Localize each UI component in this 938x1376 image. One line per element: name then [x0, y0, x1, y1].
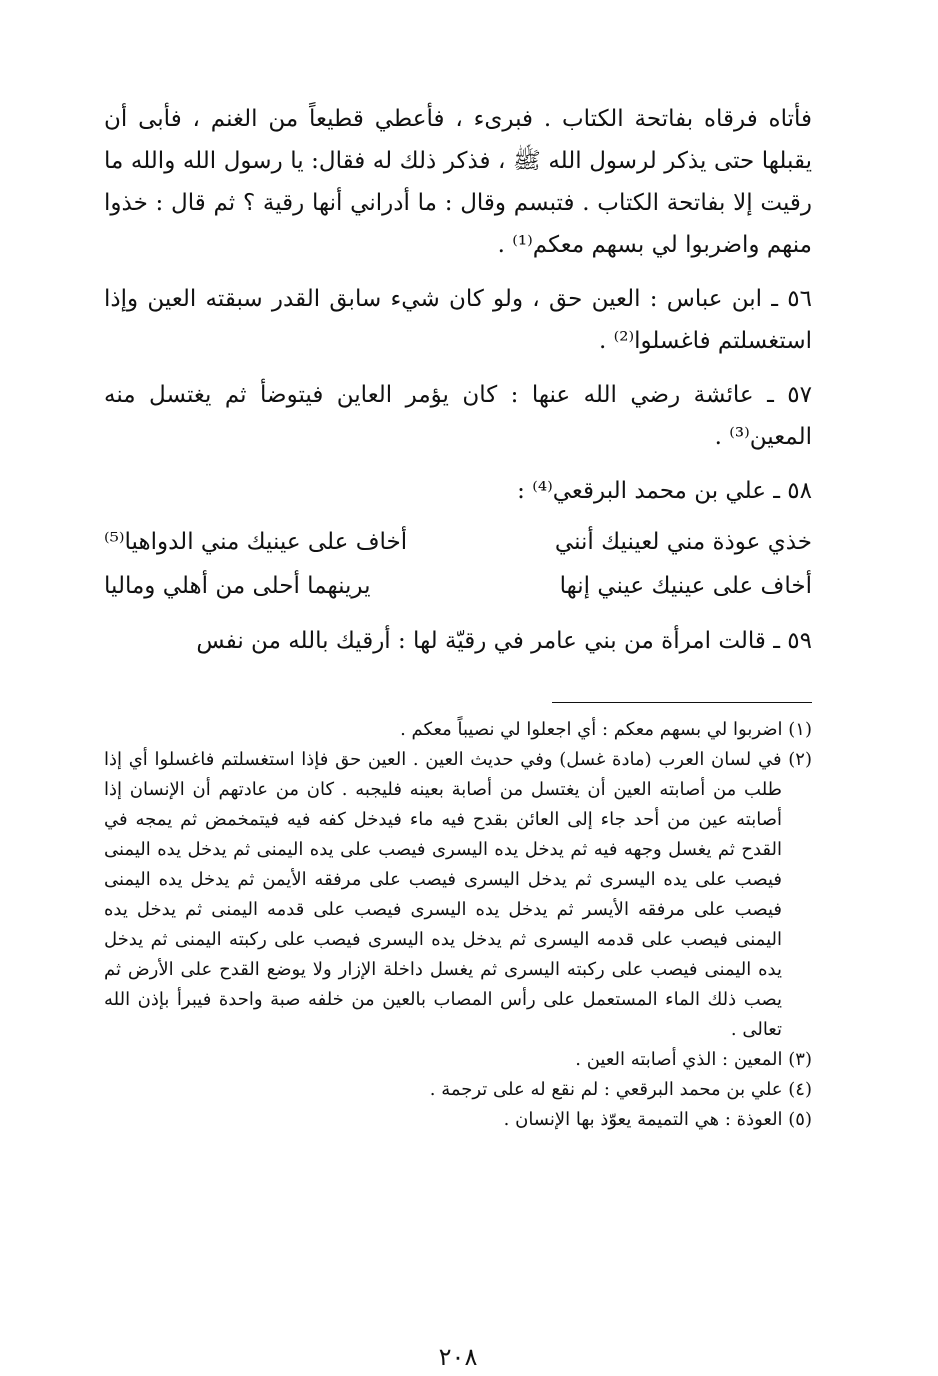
paragraph-56: ٥٦ ـ ابن عباس : العين حق ، ولو كان شيء سابق القدر سبقته العين وإذا استغسلتم فاغسلوا⁽²⁾ . — [104, 286, 812, 354]
poem-verse-1 — [104, 520, 812, 564]
hemistich-1-left: أخاف على عينيك مني الدواهيا⁽⁵⁾ — [104, 529, 408, 555]
paragraph-59: ٥٩ ـ قالت امرأة من بني عامر في رقيّة لها : أرقيك بالله من نفس — [196, 628, 812, 654]
footnotes — [104, 715, 812, 1135]
footnote-2: (٢) في لسان العرب (مادة غسل) وفي حديث العين . العين حق فإذا استغسلتم فاغسلوا أي إذا طلب من أصابته العين أن يغتسل من أصابة بعينه فليجبه . كان من عادتهم أن الإنسان إذا أصابته عين من أحد جاء إلى العائن بقدح فيه ماء فيدخل كفه فيه فيتمخمض ثم يمجه في القدح ثم يغسل وجهه فيه ثم يدخل يده اليسرى فيصب على يده اليمنى ثم يدخل يده اليمنى فيصب على يده اليسرى ثم يدخل اليسرى فيصب على مرفقه الأيمن ثم يدخل يده اليمنى فيصب على مرفقه الأيسر ثم يدخل يده اليسرى فيصب على قدمه اليمنى ثم يدخل يده اليمنى فيصب على قدمه اليسرى ثم يدخل يده اليسرى فيصب على ركبته اليمنى ثم يدخل يده اليمنى فيصب على ركبته اليسرى ثم يغسل داخلة الإزار ولا يوضع القدح على الأرض ثم يصب ذلك الماء المستعمل على رأس المصاب بالعين من خلفه صبة واحدة فيبرأ بإذن الله تعالى . — [104, 749, 812, 1040]
hemistich-1-right: خذي عوذة مني لعينيك أنني — [554, 529, 812, 555]
paragraph-continuation: فأتاه فرقاه بفاتحة الكتاب . فبرىء ، فأعطي قطيعاً من الغنم ، فأبى أن يقبلها حتى يذكر لرسول الله ﷺ ، فذكر ذلك له فقال: يا رسول الله والله ما رقيت إلا بفاتحة الكتاب . فتبسم وقال : ما أدراني أنها رقية ؟ ثم قال : خذوا منهم واضربوا لي بسهم معكم⁽¹⁾ . — [104, 106, 812, 258]
hemistich-2-left: يرينهما أحلى من أهلي وماليا — [104, 573, 371, 599]
book-page — [104, 98, 812, 1371]
footnote-1: (١) اضربوا لي بسهم معكم : أي اجعلوا لي نصيباً معكم . — [400, 719, 812, 740]
hemistich-2-right: أخاف على عينيك عيني إنها — [559, 573, 812, 599]
paragraph-57: ٥٧ ـ عائشة رضي الله عنها : كان يؤمر العاين فيتوضأ ثم يغتسل منه المعين⁽³⁾ . — [104, 382, 812, 450]
poem — [104, 520, 812, 608]
footnote-3: (٣) المعين : الذي أصابته العين . — [575, 1049, 812, 1070]
poem-verse-2 — [104, 564, 812, 608]
main-text — [104, 98, 812, 662]
paragraph-58: ٥٨ ـ علي بن محمد البرقعي⁽⁴⁾ : — [517, 478, 812, 504]
footnote-separator — [552, 702, 812, 703]
footnote-5: (٥) العوذة : هي التميمة يعوّذ بها الإنسان . — [503, 1109, 812, 1130]
footnote-4: (٤) علي بن محمد البرقعي : لم نقع له على ترجمة . — [429, 1079, 812, 1100]
page-number: ٢٠٨ — [438, 1343, 478, 1371]
